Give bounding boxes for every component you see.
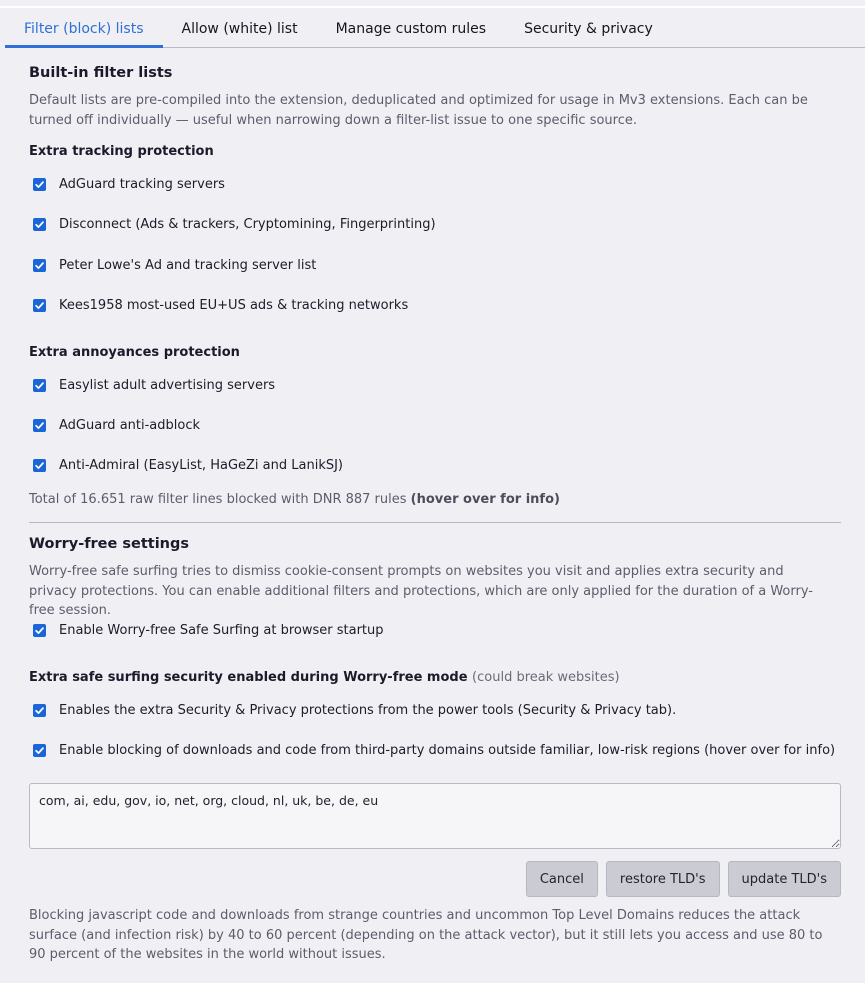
tab-security-privacy[interactable]: Security & privacy [524, 20, 653, 37]
checkbox-checked-icon[interactable] [33, 704, 46, 717]
checkbox-label: Enable Worry-free Safe Surfing at browser startup [59, 622, 384, 638]
section-divider [29, 522, 841, 523]
checkbox-label: Disconnect (Ads & trackers, Cryptomining, Fingerprinting) [59, 216, 436, 232]
worryfree-description: Worry-free safe surfing tries to dismiss cookie-consent prompts on websites you visit and applies extra security and privacy protections. You can enable additional filters and protections, which are only applied for the duration of a Worry-free session. [29, 564, 813, 618]
top-edge [0, 6, 865, 8]
filter-total-hover-hint[interactable]: (hover over for info) [410, 492, 560, 507]
checkbox-label: AdGuard tracking servers [59, 176, 225, 192]
checkbox-label: Enables the extra Security & Privacy protections from the power tools (Security & Privacy tab). [59, 702, 677, 718]
extra-security-title-text: Extra safe surfing security enabled during Worry-free mode [29, 670, 468, 685]
checkbox-worryfree-startup[interactable] [29, 621, 384, 639]
tld-textarea[interactable] [29, 783, 841, 849]
tld-button-row [29, 861, 841, 897]
checkbox-anti-admiral[interactable] [29, 456, 343, 474]
restore-tld-button[interactable]: restore TLD's [606, 861, 720, 897]
checkbox-checked-icon[interactable] [33, 419, 46, 432]
tab-allow-list[interactable]: Allow (white) list [181, 20, 298, 37]
checkbox-peter-lowe[interactable] [29, 256, 316, 274]
checkbox-checked-icon[interactable] [33, 459, 46, 472]
checkbox-adguard-antiadblock[interactable] [29, 416, 200, 434]
checkbox-checked-icon[interactable] [33, 299, 46, 312]
tab-bar [5, 10, 865, 48]
checkbox-checked-icon[interactable] [33, 379, 46, 392]
checkbox-checked-icon[interactable] [33, 624, 46, 637]
extra-security-note: (could break websites) [472, 670, 620, 685]
checkbox-checked-icon[interactable] [33, 178, 46, 191]
tab-filter-lists[interactable]: Filter (block) lists [5, 10, 163, 47]
checkbox-label: Enable blocking of downloads and code from third-party domains outside familiar, low-risk regions (hover over for info) [59, 742, 836, 758]
extra-security-title [29, 670, 620, 685]
builtin-title: Built-in filter lists [29, 65, 173, 81]
annoyances-title: Extra annoyances protection [29, 345, 240, 360]
builtin-description: Default lists are pre-compiled into the extension, deduplicated and optimized for usage in Mv3 extensions. Each can be turned off individually — useful when narrowing down a filter-list issue to one specific source. [29, 93, 808, 128]
filter-total-text: Total of 16.651 raw filter lines blocked with DNR 887 rules [29, 492, 407, 507]
checkbox-label: Anti-Admiral (EasyList, HaGeZi and LanikSJ) [59, 457, 344, 473]
checkbox-checked-icon[interactable] [33, 218, 46, 231]
tld-footer-note: Blocking javascript code and downloads from strange countries and uncommon Top Level Domains reduces the attack surface (and infection risk) by 40 to 60 percent (depending on the attack vector), but it still lets you access and use 80 to 90 percent of the websites in the world without issues. [29, 908, 823, 962]
update-tld-button[interactable]: update TLD's [728, 861, 841, 897]
checkbox-label: Peter Lowe's Ad and tracking server list [59, 257, 317, 273]
checkbox-adguard-tracking[interactable] [29, 175, 225, 193]
checkbox-disconnect[interactable] [29, 215, 436, 233]
tab-custom-rules[interactable]: Manage custom rules [335, 20, 487, 37]
checkbox-checked-icon[interactable] [33, 259, 46, 272]
checkbox-label: Kees1958 most-used EU+US ads & tracking networks [59, 297, 409, 313]
worryfree-title: Worry-free settings [29, 536, 190, 552]
checkbox-block-third-party-tld[interactable] [29, 741, 835, 759]
cancel-button[interactable]: Cancel [526, 861, 598, 897]
filter-total [29, 492, 560, 507]
checkbox-checked-icon[interactable] [33, 744, 46, 757]
checkbox-label: AdGuard anti-adblock [59, 417, 201, 433]
checkbox-label: Easylist adult advertising servers [59, 377, 276, 393]
tracking-title: Extra tracking protection [29, 144, 214, 159]
checkbox-extra-security-privacy[interactable] [29, 701, 676, 719]
checkbox-easylist-adult[interactable] [29, 376, 275, 394]
checkbox-kees1958[interactable] [29, 296, 408, 314]
